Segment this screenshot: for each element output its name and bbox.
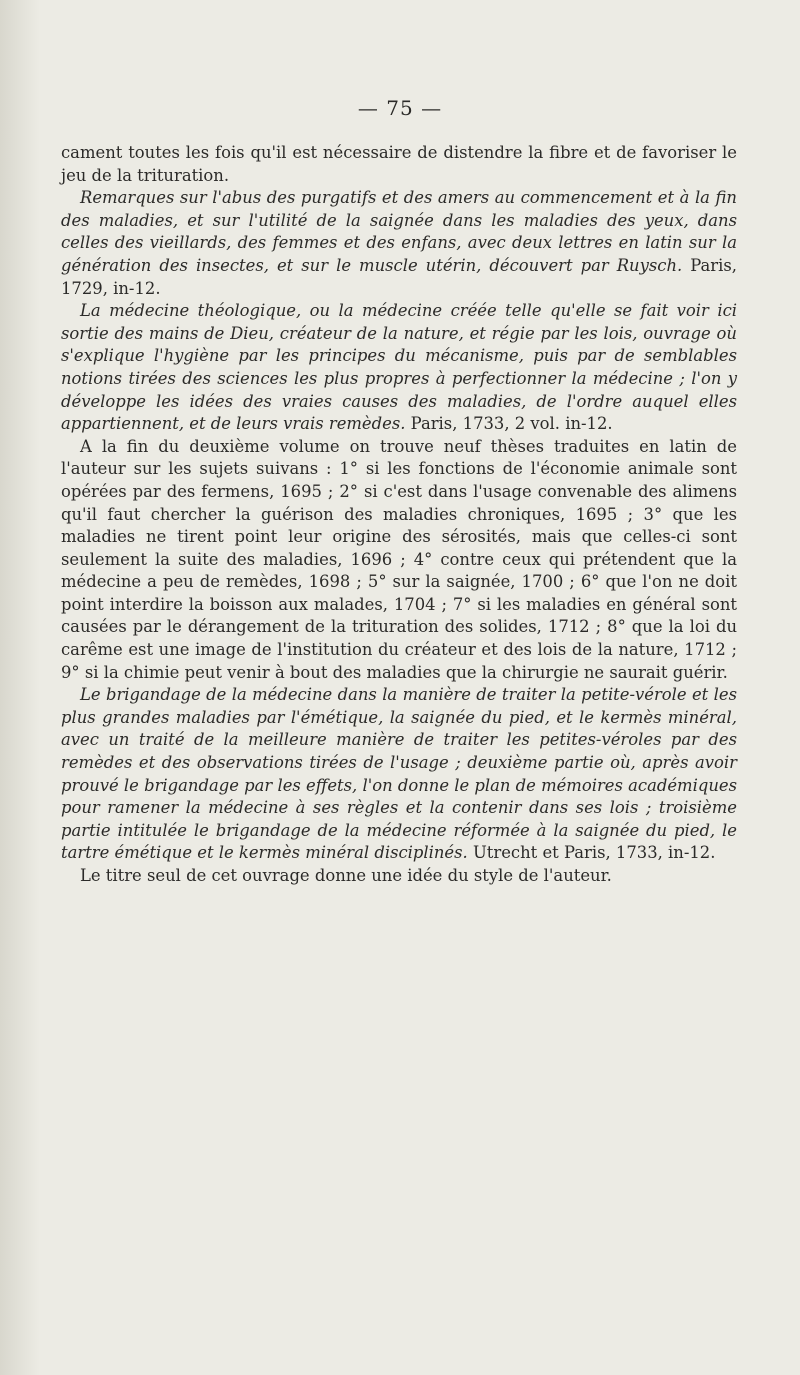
paragraph-continuation <box>61 142 737 187</box>
entry-imprint: Utrecht et Paris, 1733, in-12. <box>467 843 716 863</box>
bibliography-entry-remarques <box>61 187 737 300</box>
bibliography-entry-brigandage <box>61 684 737 865</box>
entry-title: Remarques sur l'abus des purgatifs et des amers au commencement et à la fin des maladies, et sur l'utilité de la saignée dans les maladies des yeux, dans celles des vieillards, des femmes et des enfans, avec deux lettres en latin sur la génération des insectes, et sur le muscle utérin, découvert par Ruysch. <box>61 188 737 275</box>
page-number: — 75 — <box>357 96 443 120</box>
text-run: cament toutes les fois qu'il est nécessaire de distendre la fibre et de favoriser le jeu de la trituration. <box>61 143 737 185</box>
bibliography-entry-medecine-theologique <box>61 300 737 436</box>
entry-imprint: Paris, 1729, in-12. <box>61 255 737 298</box>
paragraph-theses <box>61 436 737 685</box>
text-run: A la fin du deuxième volume on trouve neuf thèses traduites en latin de l'auteur sur les sujets suivans : 1° si les fonctions de l'économie animale sont opérées par des fermens, 1695 ; 2° si c'est dans l'usage convenable des alimens qu'il faut chercher la guérison des maladies chroniques, 1695 ; 3° que les maladies ne tirent point leur origine des sérosités, mais que celles-ci sont seulement la suite des maladies, 1696 ; 4° contre ceux qui prétendent que la médecine a peu de remèdes, 1698 ; 5° sur la saignée, 1700 ; 6° que l'on ne doit point interdire la boisson aux malades, 1704 ; 7° si les maladies en général sont causées par le dérangement de la trituration des solides, 1712 ; 8° que la loi du carême est une image de l'institution du créateur et des lois de la nature, 1712 ; 9° si la chimie peut venir à bout des maladies que la chirurgie ne saurait guérir. <box>61 436 737 682</box>
entry-title: Le brigandage de la médecine dans la manière de traiter la petite-vérole et les plus grandes maladies par l'émétique, la saignée du pied, et le kermès minéral, avec un traité de la meilleure manière de traiter les petites-véroles par des remèdes et des observations tirées de l'usage ; deuxième partie où, après avoir prouvé le brigandage par les effets, l'on donne le plan de mémoires académiques pour ramener la médecine à ses règles et la contenir dans ses lois ; troisième partie intitulée le brigandage de la médecine réformée à la saignée du pied, le tartre émétique et le kermès minéral disciplinés. <box>61 685 737 863</box>
text-run: Le titre seul de cet ouvrage donne une idée du style de l'auteur. <box>80 866 612 885</box>
entry-imprint: Paris, 1733, 2 vol. in-12. <box>405 414 613 434</box>
entry-title: La médecine théologique, ou la médecine créée telle qu'elle se fait voir ici sortie des mains de Dieu, créateur de la nature, et régie par les lois, ouvrage où s'explique l'hygiène par les principes du mécanisme, puis par de semblables notions tirées des sciences les plus propres à perfectionner la médecine ; l'on y développe les idées des vraies causes des maladies, de l'ordre auquel elles appartiennent, et de leurs vrais remèdes. <box>61 301 737 434</box>
page-body <box>61 142 737 888</box>
paragraph-closing-remark <box>61 865 737 888</box>
